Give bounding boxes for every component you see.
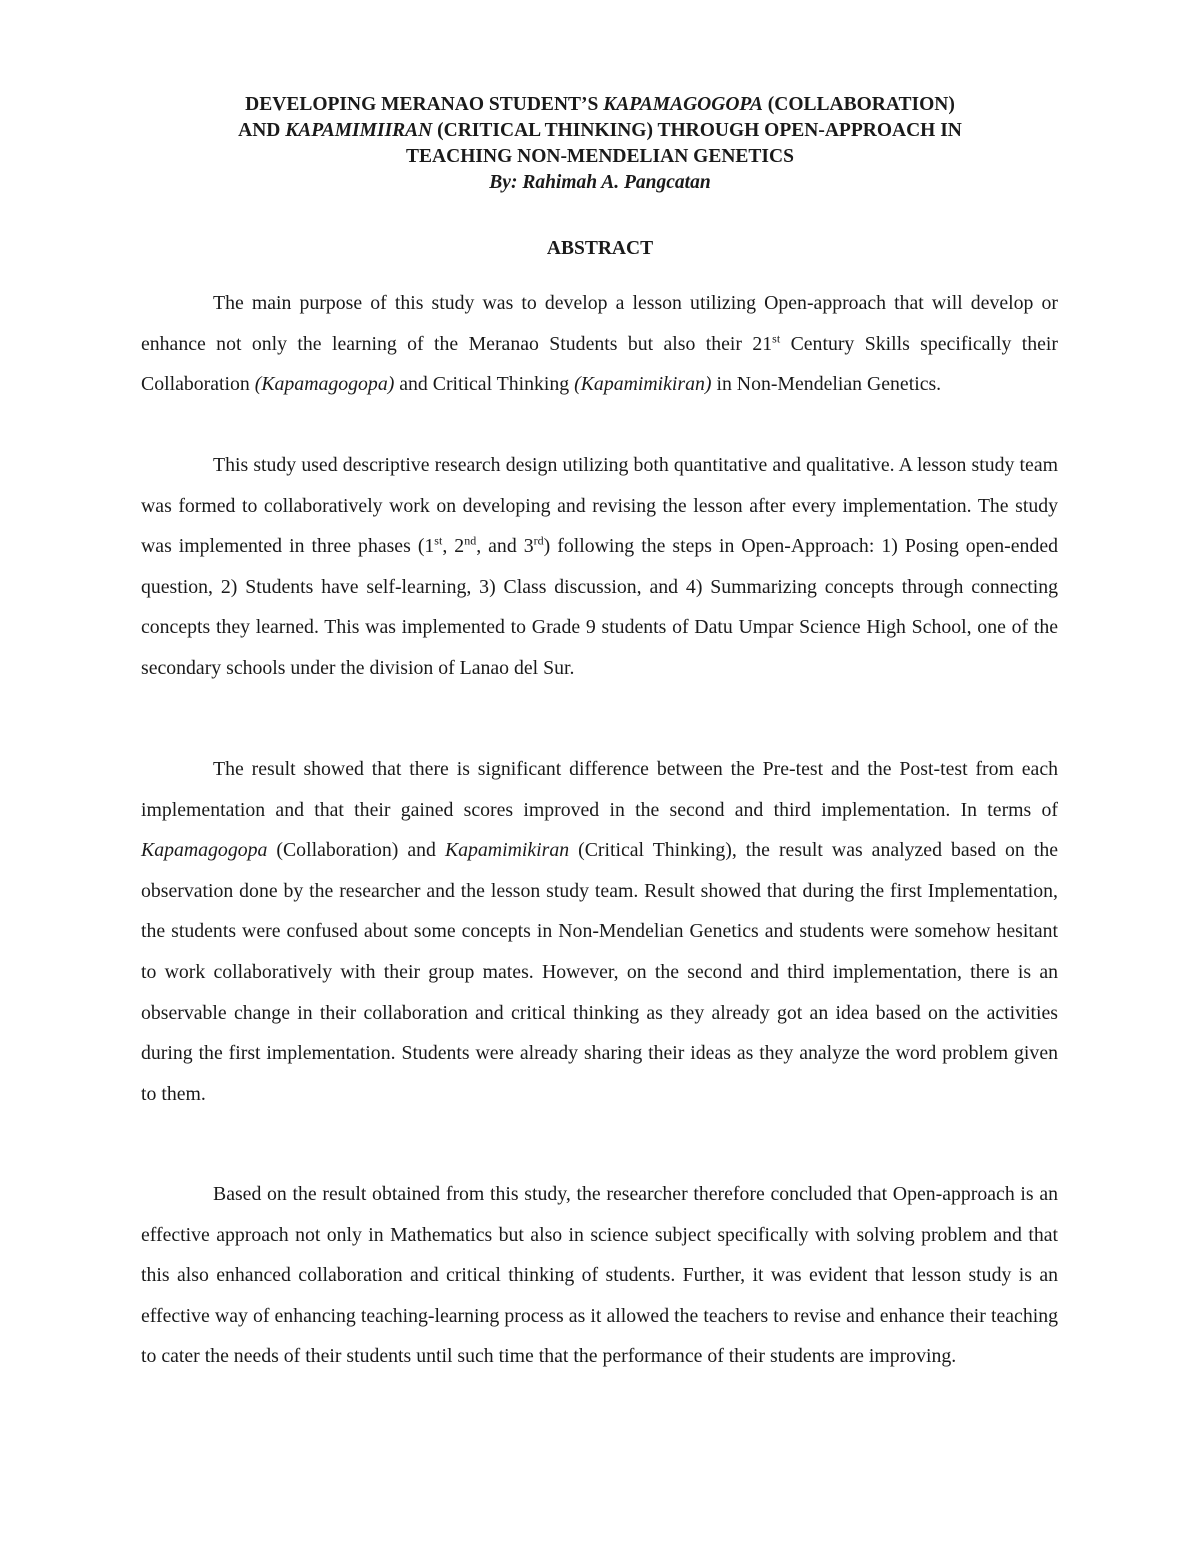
abstract-paragraph-2: This study used descriptive research design utilizing both quantitative and qualitative. A lesson study team was formed to collaboratively work on developing and revising the lesson after every implementation. The study was implemented in three phases (1st, 2nd, and 3rd) following the steps in Open-Approach: 1) Posing open-ended question, 2) Students have self-learning, 3) Class discussion, and 4) Summarizing concepts through connecting concepts they learned. This was implemented to Grade 9 students of Datu Umpar Science High School, one of the secondary schools under the division of Lanao del Sur. [141, 454, 1059, 679]
title-line-3: TEACHING NON-MENDELIAN GENETICS [406, 146, 794, 167]
paper-title [140, 92, 1060, 196]
title-line-1: DEVELOPING MERANAO STUDENT’S KAPAMAGOGOPA (COLLABORATION) [245, 94, 955, 115]
abstract-paragraph-4: Based on the result obtained from this study, the researcher therefore concluded that Open-approach is an effective approach not only in Mathematics but also in science subject specifically with solving problem and that this also enhanced collaboration and critical thinking of students. Further, it was evident that lesson study is an effective way of enhancing teaching-learning process as it allowed the teachers to revise and enhance their teaching to cater the needs of their students until such time that the performance of their students are improving. [141, 1183, 1058, 1368]
title-line-2: AND KAPAMIMIIRAN (CRITICAL THINKING) THROUGH OPEN-APPROACH IN [238, 120, 962, 141]
author-byline: By: Rahimah A. Pangcatan [489, 172, 711, 193]
abstract-paragraph-1: The main purpose of this study was to develop a lesson utilizing Open-approach that will develop or enhance not only the learning of the Meranao Students but also their 21st Century Skills specifically their Collaboration (Kapamagogopa) and Critical Thinking (Kapamimikiran) in Non-Mendelian Genetics. [141, 292, 1058, 396]
abstract-paragraph-3: The result showed that there is significant difference between the Pre-test and the Post-test from each implementation and that their gained scores improved in the second and third implementation. In terms of Kapamagogopa (Collaboration) and Kapamimikiran (Critical Thinking), the result was analyzed based on the observation done by the researcher and the lesson study team. Result showed that during the first Implementation, the students were confused about some concepts in Non-Mendelian Genetics and students were somehow hesitant to work collaboratively with their group mates. However, on the second and third implementation, there is an observable change in their collaboration and critical thinking as they already got an idea based on the activities during the first implementation. Students were already sharing their ideas as they analyze the word problem given to them. [141, 758, 1058, 1105]
abstract-heading: ABSTRACT [546, 238, 654, 259]
